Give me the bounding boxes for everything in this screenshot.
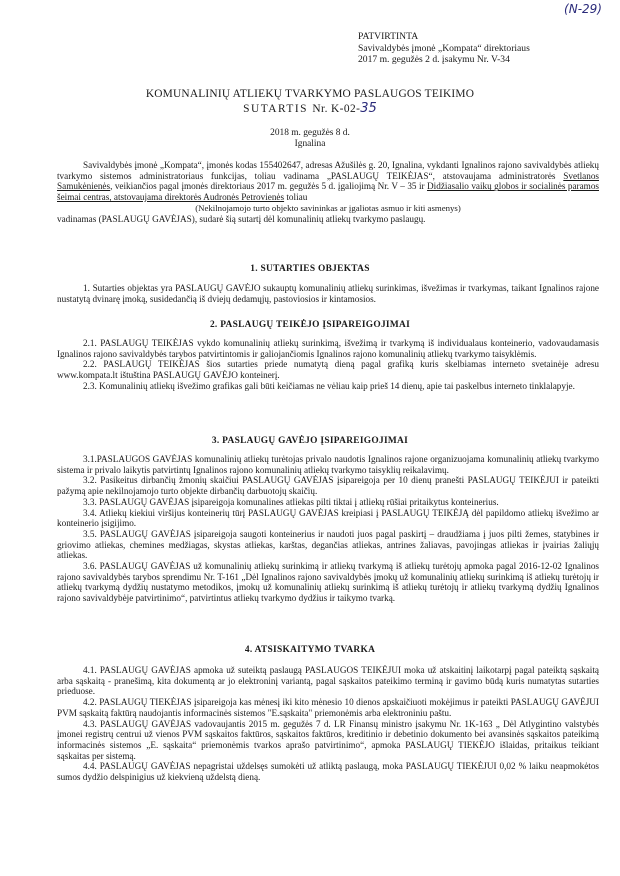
section-3-heading: 3. PASLAUGŲ GAVĖJO ĮSIPAREIGOJIMAI bbox=[211, 436, 409, 446]
administrator-name: Svetlanos Samukėnienės bbox=[57, 170, 600, 192]
section-2-paragraph-3: 2.3. Komunalinių atliekų išvežimo grafikas gali būti keičiamas ne vėliau kaip prieš 14 dienų, apie tai paskelbus interneto tinklalapyje. bbox=[83, 380, 575, 391]
section-3-paragraph-6: 3.6. PASLAUGŲ GAVĖJAS už komunalinių atliekų surinkimą ir atliekų tvarkymą iš atliekų turėtojų apmoka pagal 2016-12-02 Ignalinos rajono savivaldybės tarybos sprendimu Nr. T-161 „Dėl Ignalinos rajono savivaldybės įmokų už komunalinių atliekų surinkimą iš atliekų turėtojų ir atliekų tvarkymą dydžių nustatymo metodikos, įmokų už komunalinių atliekų surinkimą iš atliekų turėtojų ir atliekų tvarkymą dydžių Ignalinos rajono savivaldybėje patvirtinimo“, patvirtintus atliekų tvarkymo dydžius ir taikymo tvarką. bbox=[57, 561, 599, 604]
section-3-paragraph-1: 3.1.PASLAUGOS GAVĖJAS komunalinių atliekų turėtojas privalo naudotis Ignalinos rajone organizuojama komunalinių atliekų tvarkymo sistema ir privalo laikytis patvirtintų Ignalinos rajono komunalinių atliekų tvarkymo taisyklių reikalavimų. bbox=[57, 454, 599, 475]
section-2-heading: 2. PASLAUGŲ TEIKĖJO ĮSIPAREIGOJIMAI bbox=[209, 320, 411, 330]
handwritten-contract-number: 35 bbox=[360, 101, 377, 116]
section-4-paragraph-1: 4.1. PASLAUGŲ GAVĖJAS apmoka už suteiktą paslaugą PASLAUGOS TEIKĖJUI moka už atskaitinį laikotarpį pagal pateiktą sąskaitą arba sąskaitą - pranešimą, kita dokumentą ar jo elektroninį variantą, pagal sąskaitos pateikimo terminą ir gavimo būdą kuris numatytas sutarties prieduose. bbox=[57, 665, 599, 697]
date-place-block bbox=[0, 128, 620, 150]
intro-paragraph bbox=[57, 160, 599, 224]
contract-number: Nr. K-02- bbox=[312, 103, 361, 115]
section-4-paragraph-2: 4.2. PASLAUGŲ TIEKĖJAS įsipareigoja kas mėnesį iki kito mėnesio 10 dienos apskaičiuoti mokėjimus ir pateikti PASLAUGŲ GAVĖJUI PVM sąskaitą faktūrą naudojantis informacinės sistemos "E.sąskaita" priemonėmis arba elektroniniu paštu. bbox=[57, 697, 599, 718]
section-3-paragraph-4: 3.4. Atliekų kiekiui viršijus konteinerių tūrį PASLAUGŲ GAVĖJAS kreipiasi į PASLAUGŲ TEIKĖJĄ dėl papildomo atliekų išvežimo ar konteinerio įsigijimo. bbox=[57, 507, 599, 529]
section-2-paragraph-1: 2.1. PASLAUGŲ TEIKĖJAS vykdo komunalinių atliekų surinkimą, išvežimą ir tvarkymą iš individualaus konteinerio, vadovaudamasis Ignalinos rajono savivaldybės tarybos patvirtintomis ir galiojančiomis Ignalinos rajono komunalinių atliekų tvarkymo taisyklėmis. bbox=[57, 338, 599, 359]
intro-text-2: , veikiančios pagal įmonės direktoriaus 2017 m. gegužės 5 d. įgaliojimą Nr. V – 35 ir bbox=[110, 181, 425, 192]
contract-number-line bbox=[0, 101, 620, 116]
section-4-body bbox=[57, 665, 599, 783]
section-3-paragraph-5: 3.5. PASLAUGŲ GAVĖJAS įsipareigoja saugoti konteinerius ir naudoti juos pagal paskirtį – draudžiama į juos pilti žemes, statybines ir griovimo atliekas, chemines medžiagas, skystas atliekas, karštas, degančias atliekas, antrines žaliavas, pavojingas atliekas ir įvairias žaliųjų atliekas. bbox=[57, 528, 599, 561]
document-title: KOMUNALINIŲ ATLIEKŲ TVARKYMO PASLAUGOS TEIKIMO bbox=[145, 88, 475, 100]
section-3-paragraph-2: 3.2. Pasikeitus dirbančių žmonių skaičiui PASLAUGŲ GAVĖJAS įsipareigoja per 10 dienų pranešti PASLAUGŲ TEIKĖJUI ir pateikti pažymą apie nekilnojamojo turto objekte dirbančių darbuotojų skaičių. bbox=[57, 475, 599, 497]
section-4-paragraph-4: 4.4. PASLAUGŲ GAVĖJAS nepagristai uždelsęs sumokėti už atliktą paslaugą, moka PASLAUGŲ TIEKĖJUI 0,02 % laiku neapmokėtos sumos dydžio delspinigius už kiekvieną uždelstą dieną. bbox=[57, 761, 599, 783]
approval-block bbox=[358, 31, 530, 66]
approval-order: 2017 m. gegužės 2 d. įsakymu Nr. V-34 bbox=[358, 54, 510, 65]
section-4-heading: 4. ATSISKAITYMO TVARKA bbox=[244, 645, 376, 655]
intro-text-3: toliau bbox=[286, 192, 308, 203]
client-name: Didžiasalio vaikų globos ir socialinės paramos šeimai centras, atstovaujama direktorės Audronės Petrovienės bbox=[57, 181, 599, 203]
section-3-body bbox=[57, 454, 599, 604]
intro-text-4: vadinamas (PASLAUGŲ GAVĖJAS), sudarė šią sutartį dėl komunalinių atliekų tvarkymo paslaugų. bbox=[57, 213, 426, 224]
contract-place: Ignalina bbox=[294, 139, 326, 149]
section-2-body bbox=[57, 338, 599, 392]
intro-text-1: Savivaldybės įmonė „Kompata“, įmonės kodas 155402647, adresas Ažušilės g. 20, Ignalina, vykdanti Ignalinos rajono savivaldybės atliekų tvarkymo sistemos administratoriaus funkcijas, toliau vadinama „PASLAUGŲ TEIKĖJAS“, atstovaujama administratorės bbox=[57, 160, 599, 181]
section-1-heading: 1. SUTARTIES OBJEKTAS bbox=[250, 264, 370, 274]
approval-label: PATVIRTINTA bbox=[358, 31, 419, 42]
section-2-paragraph-2: 2.2. PASLAUGŲ TEIKĖJAS šios sutarties priede numatytą dieną pagal grafiką kuris skelbiamas interneto svetainėje adresu www.kompata.lt ištuština PASLAUGŲ GAVĖJO konteinerį. bbox=[57, 359, 599, 381]
handwritten-corner-mark: (N-29) bbox=[564, 2, 602, 16]
section-3-paragraph-3: 3.3. PASLAUGŲ GAVĖJAS įsipareigoja komunalines atliekas pilti tiktai į atliekų rūšiai pritaikytus konteinerius. bbox=[83, 496, 499, 507]
owner-note: (Nekilnojamojo turto objekto savininkas ar įgaliotas asmuo ir kiti asmenys) bbox=[195, 202, 461, 213]
contract-label: SUTARTIS bbox=[243, 103, 309, 115]
section-1-body bbox=[57, 283, 599, 304]
approval-issuer: Savivaldybės įmonė „Kompata“ direktoriaus bbox=[358, 42, 530, 54]
section-4-paragraph-3: 4.3. PASLAUGŲ GAVĖJAS vadovaujantis 2015 m. gegužės 7 d. LR Finansų ministro įsakymu Nr. 1K-163 „ Dėl Atlygintino valstybės įmonei registrų centrui už vienos PVM sąskaitos faktūros, sąskaitos faktūros, kreditinio ir debetinio dokumento bei avansinės sąskaitos pateikimą informacinės sistemos „E. sąskaita“ priemonėmis tvarkos aprašo patvirtinimo“, apmoka PASLAUGŲ TIEKĖJO išlaidas, pritaikus teikiant sąskaitas per sistemą. bbox=[57, 718, 599, 761]
contract-date: 2018 m. gegužės 8 d. bbox=[270, 128, 350, 138]
section-1-paragraph-1: 1. Sutarties objektas yra PASLAUGŲ GAVĖJO sukauptų komunalinių atliekų surinkimas, išvežimas ir tvarkymas, taikant Ignalinos rajone nustatytą dvinarę įmoką, susidedančią iš dviejų dedamųjų, pastoviosios ir kintamosios. bbox=[57, 283, 599, 304]
